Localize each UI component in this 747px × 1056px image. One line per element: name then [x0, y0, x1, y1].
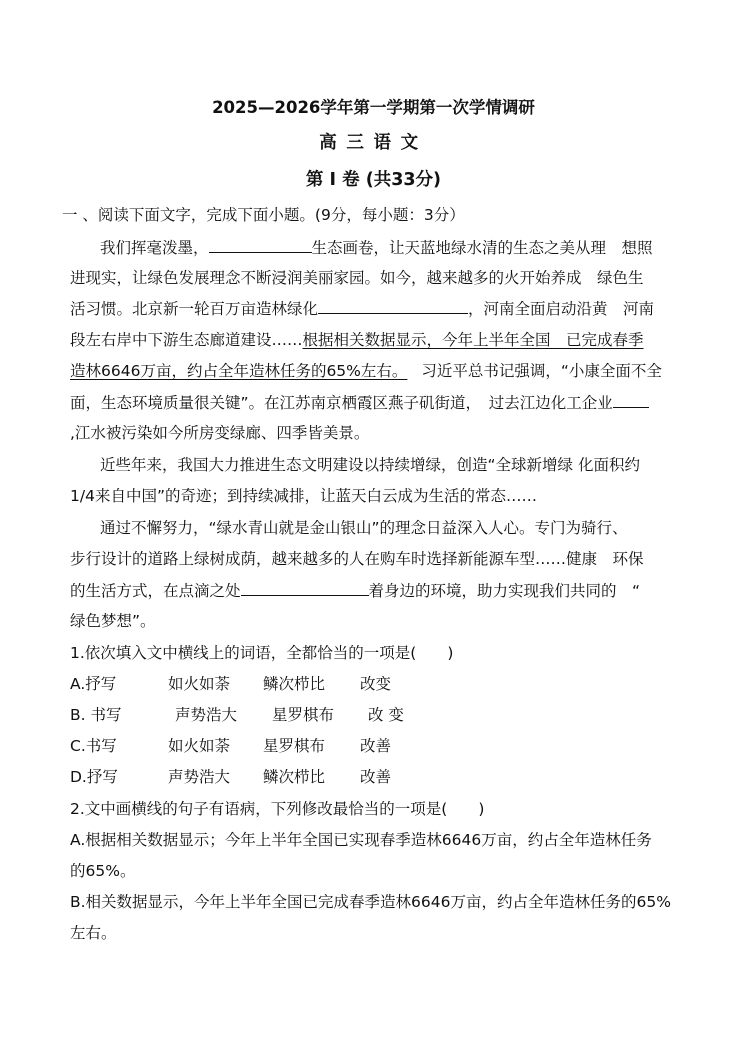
passage-line: [70, 392, 649, 413]
option-word: 书写: [85, 737, 117, 755]
question-1-option-c: [70, 736, 392, 756]
subject-title: 高三语文: [319, 133, 428, 153]
passage-line: 进现实，让绿色发展理念不断浸润美丽家园。如今，越来越多的火开始养成 绿色生: [70, 269, 644, 287]
passage-text: 习近平总书记强调，“小康全面不全: [421, 362, 662, 380]
option-word: 如火如荼: [168, 675, 231, 693]
passage-text: 的生活方式，在点滴之处: [70, 582, 241, 600]
option-word: 鳞次栉比: [263, 768, 326, 786]
passage-line: 1/4来自中国”的奇迹；到持续减排，让蓝天白云成为生活的常态……: [70, 487, 537, 505]
passage-line: 步行设计的道路上绿树成荫，越来越多的人在购车时选择新能源车型……健康 环保: [70, 550, 644, 568]
question-2-option-b: B.相关数据显示，今年上半年全国已完成春季造林6646万亩，约占全年造林任务的65%: [70, 893, 671, 911]
option-word: 改变: [360, 675, 392, 693]
passage-line: [70, 298, 654, 319]
fill-blank-1: [209, 237, 312, 253]
passage-line: 近些年来，我国大力推进生态文明建设以持续增绿，创造“全球新增绿 化面积约: [100, 456, 640, 474]
passage-text: 着身边的环境，助力实现我们共同的 “: [368, 582, 641, 600]
question-1-stem: 1.依次填入文中横线上的词语，全都恰当的一项是( ): [70, 644, 454, 662]
question-2-option-b-cont: 左右。: [70, 924, 117, 942]
passage-text: 面，生态环境质量很关键”。在江苏南京栖霞区燕子矶街道， 过去江边化工企业: [70, 394, 613, 412]
passage-line: ,江水被污染如今所房变绿廊、四季皆美景。: [70, 424, 370, 442]
passage-line: [70, 580, 640, 601]
reading-instructions: 一 、阅读下面文字，完成下面小题。(9分，每小题：3分）: [62, 206, 465, 224]
question-1-option-a: [70, 674, 392, 694]
option-word: 改 变: [368, 706, 404, 724]
question-2-stem: 2.文中画横线的句子有语病，下列修改最恰当的一项是( ): [70, 800, 485, 818]
section-title: 第 I 卷 (共33分): [305, 170, 442, 190]
option-word: 声势浩大: [175, 706, 238, 724]
option-word: 书写: [90, 706, 122, 724]
passage-text: 生态画卷，让天蓝地绿水清的生态之美从理 想照: [311, 239, 653, 257]
fill-blank-line: [613, 392, 649, 408]
question-1-option-b: [70, 705, 404, 725]
option-word: 改善: [360, 768, 392, 786]
option-word: 抒写: [86, 768, 118, 786]
fill-blank-3: [241, 580, 369, 596]
option-word: 声势浩大: [168, 768, 231, 786]
option-word: 抒写: [85, 675, 117, 693]
underlined-sentence: 造林6646万亩，约占全年造林任务的65%左右。: [70, 362, 408, 380]
option-label: A.: [70, 675, 86, 693]
option-label: B.: [70, 706, 86, 724]
passage-text: ，河南全面启动沿黄 河南: [468, 300, 655, 318]
option-word: 鳞次栉比: [263, 675, 326, 693]
passage-text: 段左右岸中下游生态廊道建设……: [70, 331, 303, 349]
passage-line: [70, 361, 662, 381]
option-word: 星罗棋布: [272, 706, 335, 724]
passage-line: 绿色梦想”。: [70, 612, 156, 630]
underlined-sentence: 根据相关数据显示，今年上半年全国 已完成春季: [302, 331, 644, 349]
question-2-option-a-cont: 的65%。: [70, 862, 136, 880]
passage-text: 我们挥毫泼墨，: [100, 239, 209, 257]
option-word: 如火如荼: [168, 737, 231, 755]
passage-text: 活习惯。北京新一轮百万亩造林绿化: [70, 300, 319, 318]
question-2-option-a: A.根据相关数据显示；今年上半年全国已实现春季造林6646万亩，约占全年造林任务: [70, 831, 652, 849]
question-1-option-d: [70, 767, 392, 787]
passage-line: 通过不懈努力，“绿水青山就是金山银山”的理念日益深入人心。专门为骑行、: [100, 519, 628, 537]
option-label: D.: [70, 768, 87, 786]
exam-title: 2025—2026学年第一学期第一次学情调研: [212, 98, 535, 117]
option-label: C.: [70, 737, 86, 755]
option-word: 星罗棋布: [263, 737, 326, 755]
option-word: 改善: [360, 737, 392, 755]
passage-line: [70, 330, 644, 350]
fill-blank-2: [318, 298, 468, 314]
passage-line: [100, 237, 653, 258]
